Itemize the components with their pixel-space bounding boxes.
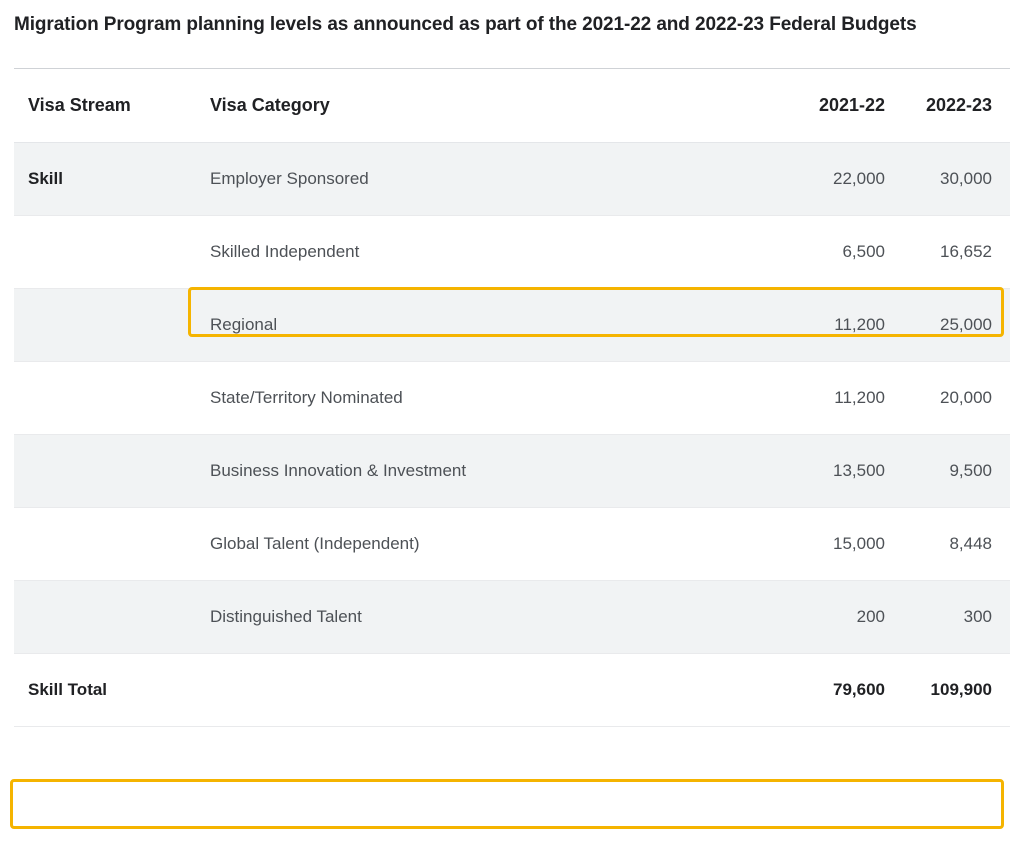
cell-2021-22: 11,200 (776, 362, 903, 435)
cell-visa-category: Employer Sponsored (196, 143, 776, 216)
table-row (14, 143, 1010, 216)
page-title: Migration Program planning levels as announced as part of the 2021-22 and 2022-23 Federal Budgets (14, 14, 917, 35)
table-row (14, 289, 1010, 362)
cell-2021-22: 200 (776, 581, 903, 654)
cell-visa-stream: Skill (14, 143, 196, 216)
table-row (14, 435, 1010, 508)
cell-visa-category: Distinguished Talent (196, 581, 776, 654)
cell-visa-stream (14, 289, 196, 362)
cell-visa-category: Regional (196, 289, 776, 362)
cell-total-spacer (196, 654, 776, 727)
table-row (14, 508, 1010, 581)
cell-total-label: Skill Total (14, 654, 196, 727)
cell-2022-23: 16,652 (903, 216, 1010, 289)
cell-2022-23: 20,000 (903, 362, 1010, 435)
column-header-2021-22: 2021-22 (776, 69, 903, 143)
cell-total-2021-22: 79,600 (776, 654, 903, 727)
cell-visa-category: Business Innovation & Investment (196, 435, 776, 508)
table-row (14, 362, 1010, 435)
cell-2022-23: 300 (903, 581, 1010, 654)
highlight-box-skill-total (10, 779, 1004, 829)
migration-program-table (14, 68, 1010, 727)
cell-visa-stream (14, 362, 196, 435)
cell-2022-23: 30,000 (903, 143, 1010, 216)
column-header-visa-stream: Visa Stream (14, 69, 196, 143)
cell-total-2022-23: 109,900 (903, 654, 1010, 727)
cell-2021-22: 6,500 (776, 216, 903, 289)
table-header-row (14, 69, 1010, 143)
cell-2022-23: 8,448 (903, 508, 1010, 581)
cell-visa-category: State/Territory Nominated (196, 362, 776, 435)
cell-2022-23: 25,000 (903, 289, 1010, 362)
table-row-total (14, 654, 1010, 727)
cell-visa-category: Skilled Independent (196, 216, 776, 289)
cell-visa-stream (14, 435, 196, 508)
cell-visa-stream (14, 581, 196, 654)
cell-2021-22: 13,500 (776, 435, 903, 508)
cell-visa-stream (14, 216, 196, 289)
table-header (14, 69, 1010, 143)
table-row (14, 581, 1010, 654)
cell-2021-22: 22,000 (776, 143, 903, 216)
table-row (14, 216, 1010, 289)
column-header-2022-23: 2022-23 (903, 69, 1010, 143)
cell-2022-23: 9,500 (903, 435, 1010, 508)
column-header-visa-category: Visa Category (196, 69, 776, 143)
cell-visa-category: Global Talent (Independent) (196, 508, 776, 581)
cell-2021-22: 15,000 (776, 508, 903, 581)
table-body (14, 143, 1010, 727)
cell-2021-22: 11,200 (776, 289, 903, 362)
cell-visa-stream (14, 508, 196, 581)
